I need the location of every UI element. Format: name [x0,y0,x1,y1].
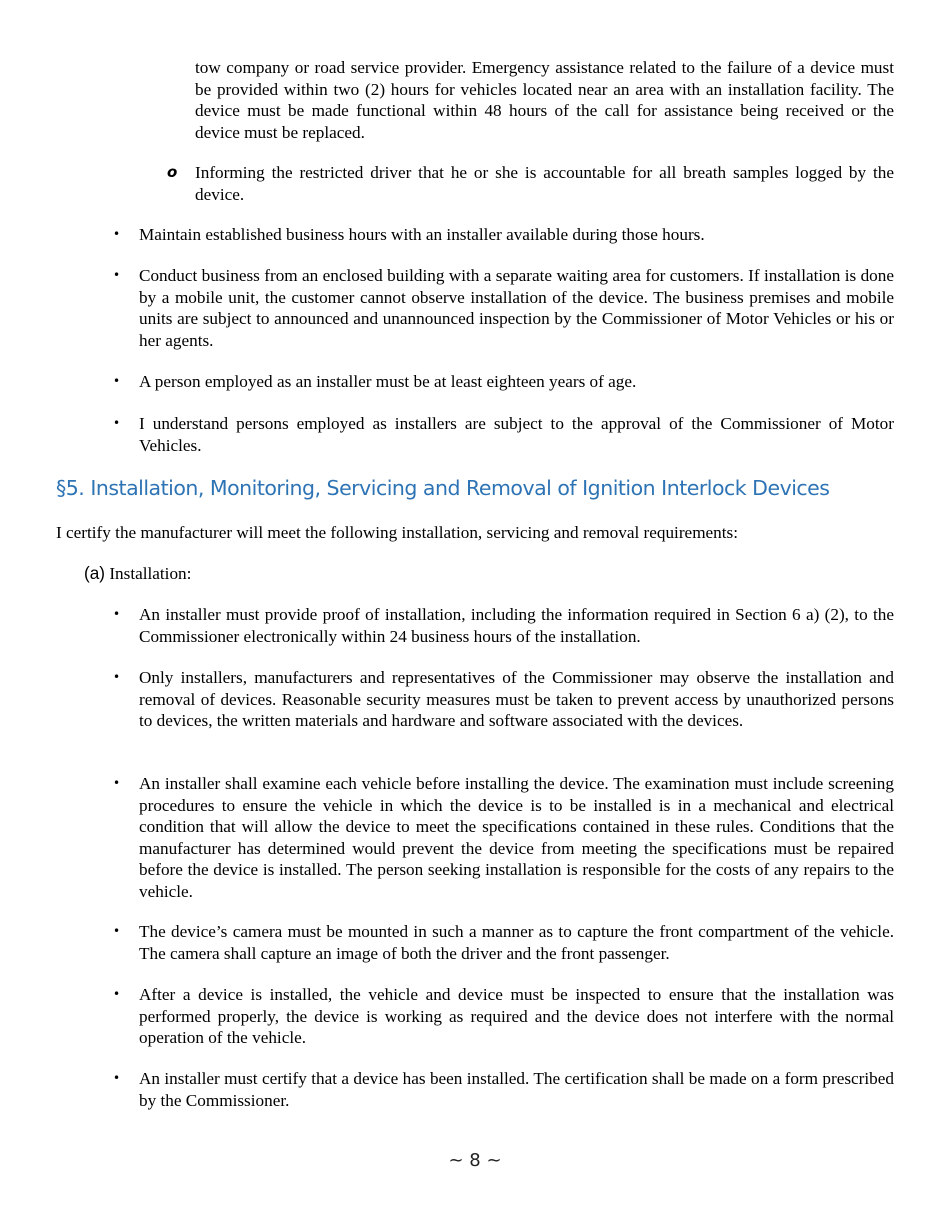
bullet-icon: • [113,987,121,1001]
subsection-title: Installation: [109,564,192,583]
list-item-vehicle-examination: An installer shall examine each vehicle before installing the device. The examination must include screening procedures to ensure the vehicle in which the device is to be installed is in a mechanical and electrical condition that will allow the device to meet the specifications contained in these rules. Conditions that the manufacturer has determined would prevent the device from meeting the specifications must be repaired before the device is installed. The person seeking installation is responsible for the costs of any repairs to the vehicle. [139,774,894,901]
list-item-installer-certification: An installer must certify that a device has been installed. The certification shall be made on a form prescribed by the Commissioner. [139,1069,894,1110]
sub-list-item: Informing the restricted driver that he or she is accountable for all breath samples logged by the device. [195,163,894,204]
section-heading: §5. Installation, Monitoring, Servicing and Removal of Ignition Interlock Devices [56,476,830,500]
bullet-icon: • [113,374,121,388]
bullet-icon: • [113,776,121,790]
section-intro: I certify the manufacturer will meet the following installation, servicing and removal requirements: [56,523,739,542]
list-item-enclosed-building: Conduct business from an enclosed building with a separate waiting area for customers. If installation is done by a mobile unit, the customer cannot observe installation of the device. The business premises and mobile units are subject to announced and unannounced inspection by the Commissioner of Motor Vehicles or his or her agents. [139,266,894,350]
bullet-icon: • [113,268,121,282]
list-item-business-hours: Maintain established business hours with an installer available during those hours. [139,225,705,244]
bullet-icon: • [113,924,121,938]
bullet-icon: • [113,670,121,684]
bullet-icon: • [113,1071,121,1085]
list-item-post-install-inspection: After a device is installed, the vehicle and device must be inspected to ensure that the installation was performed properly, the device is working as required and the device does not interfere with the normal operation of the vehicle. [139,985,894,1047]
bullet-icon: • [113,607,121,621]
bullet-icon: • [113,416,121,430]
subsection-label: (a) [84,563,106,583]
list-item-observe-installation: Only installers, manufacturers and representatives of the Commissioner may observe the installation and removal of devices. Reasonable security measures must be taken to prevent access by unauthorized persons to devices, the written materials and hardware and software associated with the devices. [139,668,894,730]
subsection-heading [84,563,191,585]
list-item-camera-mounting: The device’s camera must be mounted in such a manner as to capture the front compartment of the vehicle. The camera shall capture an image of both the driver and the front passenger. [139,922,894,963]
continued-paragraph: tow company or road service provider. Emergency assistance related to the failure of a device must be provided within two (2) hours for vehicles located near an area with an installation facility. The device must be made functional within 48 hours of the call for assistance being received or the device must be replaced. [195,58,894,142]
page-number: ~ 8 ~ [448,1150,502,1171]
list-item-installer-approval: I understand persons employed as installers are subject to the approval of the Commissioner of Motor Vehicles. [139,414,894,455]
bullet-icon: • [113,227,121,241]
list-item-installer-age: A person employed as an installer must be at least eighteen years of age. [139,372,637,391]
sub-bullet-marker: o [167,163,178,181]
list-item-proof-of-installation: An installer must provide proof of installation, including the information required in Section 6 a) (2), to the Commissioner electronically within 24 business hours of the installation. [139,605,894,646]
